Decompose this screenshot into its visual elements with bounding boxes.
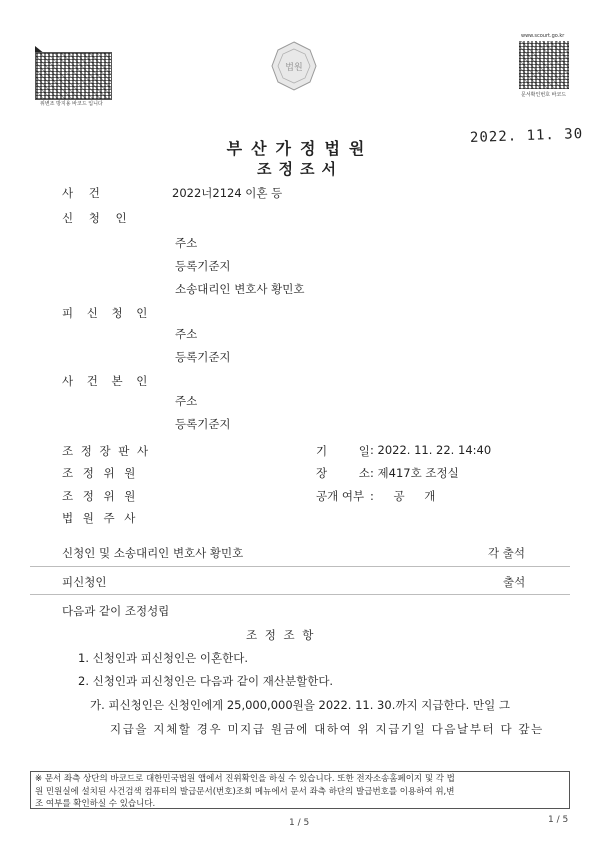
settlement-section-title: 조 정 조 항 xyxy=(246,628,316,642)
principal-address: 주소 xyxy=(175,394,198,408)
public-status-label: 공개 여부 xyxy=(316,489,365,503)
document-title: 조정조서 xyxy=(257,160,343,178)
divider xyxy=(30,594,570,595)
settlement-sub-a-line-2: 지급을 지체할 경우 미지급 원금에 대하여 위 지급기일 다음날부터 다 갚는 xyxy=(110,722,544,736)
session-place-value: : 제417호 조정실 xyxy=(370,466,459,480)
page-number-center: 1 / 5 xyxy=(289,818,310,828)
settlement-intro: 다음과 같이 조정성립 xyxy=(62,604,170,618)
page-number-right: 1 / 5 xyxy=(548,815,569,825)
document-number-barcode xyxy=(519,41,569,89)
notice-line-1: ※ 문서 좌측 상단의 바코드로 대한민국법원 앱에서 진위확인을 하실 수 있습니다. 또한 전자소송홈페이지 및 각 법 xyxy=(35,774,455,784)
verification-notice xyxy=(30,771,570,809)
notice-line-2: 원 민원실에 설치된 사건검색 컴퓨터의 발급문서(번호)조회 메뉴에서 문서 좌측 하단의 발급번호를 이용하여 위,변 xyxy=(35,786,455,797)
divider xyxy=(30,566,570,567)
principal-label: 사 건 본 인 xyxy=(62,374,153,388)
session-date-value: : 2022. 11. 22. 14:40 xyxy=(370,443,492,457)
mediation-member-2-label: 조 정 위 원 xyxy=(62,489,139,503)
public-status-value: : 공 개 xyxy=(370,489,437,503)
respondent-attendance-text: 피신청인 xyxy=(62,575,107,589)
applicant-attendance-text: 신청인 및 소송대리인 변호사 황민호 xyxy=(62,546,244,560)
session-date-label: 기 일 xyxy=(316,444,384,458)
mediation-member-1-label: 조 정 위 원 xyxy=(62,466,139,480)
principal-registered-domicile: 등록기준지 xyxy=(175,417,231,431)
case-label: 사 건 xyxy=(62,186,106,200)
respondent-address: 주소 xyxy=(175,327,198,341)
applicant-registered-domicile: 등록기준지 xyxy=(175,259,231,273)
notice-line-3: 조 여부를 확인하실 수 있습니다. xyxy=(35,799,156,809)
applicant-address: 주소 xyxy=(175,236,198,250)
settlement-item-2: 2. 신청인과 피신청인은 다음과 같이 재산분할한다. xyxy=(78,674,334,688)
settlement-sub-a-line-1: 가. 피신청인은 신청인에게 25,000,000원을 2022. 11. 30.까지 지급한다. 만일 그 xyxy=(90,698,510,712)
left-barcode-caption: 위변조 방지용 바코드 입니다 xyxy=(40,101,103,107)
seal-text: 법원 xyxy=(285,63,303,73)
verification-barcode xyxy=(35,52,112,100)
mediation-judge-label: 조 정 장 판 사 xyxy=(62,444,151,458)
applicant-attorney: 소송대리인 변호사 황민호 xyxy=(175,282,305,296)
right-barcode-caption: 문서확인번호 바코드 xyxy=(521,92,567,98)
court-name: 부산가정법원 xyxy=(226,139,374,158)
case-value: 2022너2124 이혼 등 xyxy=(172,186,283,200)
court-clerk-label: 법 원 주 사 xyxy=(62,511,139,525)
session-place-label: 장 소 xyxy=(316,466,384,480)
applicant-attendance-status: 각 출석 xyxy=(488,546,525,560)
court-seal-icon xyxy=(270,40,318,94)
handwritten-date: 2022. 11. 30 xyxy=(469,126,584,146)
respondent-registered-domicile: 등록기준지 xyxy=(175,350,231,364)
right-barcode-url: www.scourt.go.kr xyxy=(521,33,565,39)
settlement-item-1: 1. 신청인과 피신청인은 이혼한다. xyxy=(78,651,249,665)
respondent-label: 피 신 청 인 xyxy=(62,306,153,320)
applicant-label: 신 청 인 xyxy=(62,211,133,225)
respondent-attendance-status: 출석 xyxy=(503,575,526,589)
